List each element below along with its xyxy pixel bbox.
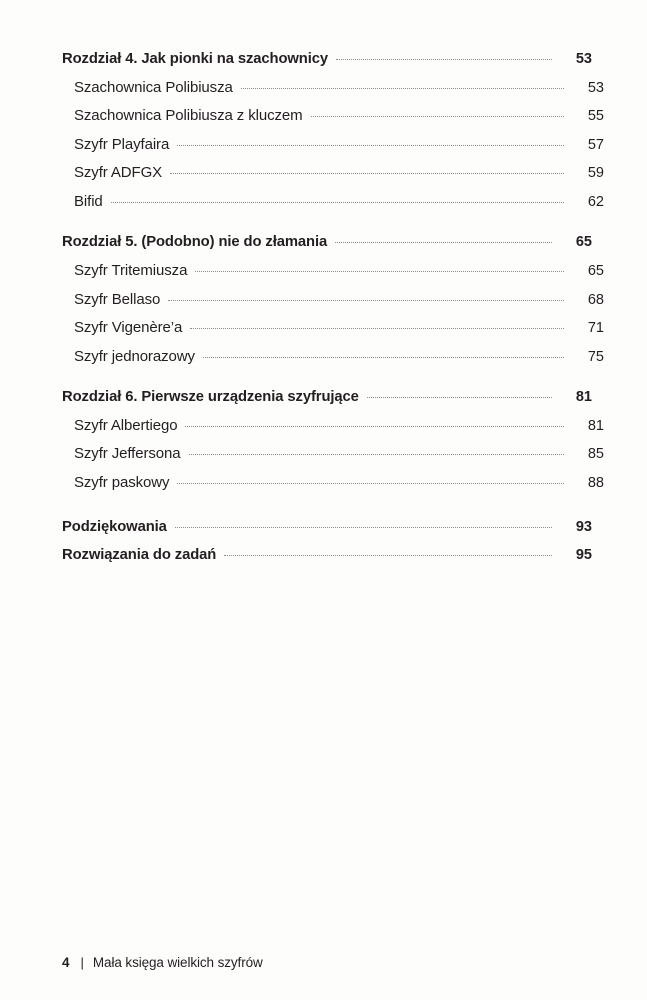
toc-entry-title: Szachownica Polibiusza — [74, 78, 233, 96]
toc-backmatter-title: Rozwiązania do zadań — [62, 547, 217, 564]
leader-dots — [311, 116, 564, 117]
toc-entry-row[interactable] — [62, 349, 604, 365]
toc-entry-title: Szyfr Playfaira — [74, 135, 170, 153]
toc-chapter-title: Rozdział 4. Jak pionki na szachownicy — [62, 51, 329, 67]
toc-entry-title: Szachownica Polibiusza z kluczem — [74, 107, 303, 125]
leader-dots — [168, 300, 564, 301]
toc-entry-title: Bifid — [74, 192, 103, 210]
toc-section — [62, 51, 604, 210]
toc-entry-page: 68 — [587, 291, 604, 308]
folio-number: 4 — [62, 955, 70, 970]
toc-entry-row[interactable] — [62, 165, 604, 181]
leader-dots — [189, 454, 564, 455]
toc-entry-row[interactable] — [62, 80, 604, 96]
toc-chapter-row[interactable] — [62, 235, 592, 250]
toc-entry-page: 53 — [587, 79, 604, 96]
toc-chapter-row[interactable] — [62, 52, 592, 67]
toc-entry-page: 55 — [587, 108, 604, 125]
toc-entry-title: Szyfr Albertiego — [74, 416, 178, 434]
toc-section — [62, 234, 604, 365]
toc-chapter-row[interactable] — [62, 390, 592, 405]
toc-entry-page: 75 — [587, 348, 604, 365]
toc-entry-title: Szyfr jednorazowy — [74, 347, 195, 365]
leader-dots — [185, 426, 564, 427]
leader-dots — [335, 242, 552, 243]
toc-entry-row[interactable] — [62, 446, 604, 462]
toc-entry-title: Szyfr Tritemiusza — [74, 262, 188, 280]
toc-entry-title: Szyfr paskowy — [74, 473, 170, 491]
leader-dots — [195, 271, 564, 272]
toc-entry-row[interactable] — [62, 418, 604, 434]
leader-dots — [177, 145, 564, 146]
toc-entry-page: 85 — [587, 446, 604, 463]
toc-entry-row[interactable] — [62, 263, 604, 279]
leader-dots — [170, 173, 564, 174]
footer-separator: | — [80, 955, 84, 970]
toc-entry-page: 81 — [587, 417, 604, 434]
toc-entry-page: 71 — [587, 320, 604, 337]
toc-entry-row[interactable] — [62, 194, 604, 210]
toc-chapter-page: 81 — [575, 389, 592, 406]
page-footer — [62, 955, 263, 970]
leader-dots — [224, 555, 552, 556]
toc-entry-page: 57 — [587, 136, 604, 153]
toc-entry-row[interactable] — [62, 292, 604, 308]
toc-entry-page: 62 — [587, 193, 604, 210]
toc-entry-row[interactable] — [62, 320, 604, 336]
leader-dots — [203, 357, 564, 358]
toc-section — [62, 389, 604, 491]
toc-chapter-title: Rozdział 6. Pierwsze urządzenia szyfrujące — [62, 389, 359, 406]
toc-entry-title: Szyfr ADFGX — [74, 164, 163, 182]
toc-backmatter-page: 93 — [575, 519, 592, 536]
toc-back-matter — [62, 520, 592, 563]
leader-dots — [241, 88, 564, 89]
toc-backmatter-page: 95 — [575, 547, 592, 564]
table-of-contents — [62, 51, 604, 576]
toc-entry-title: Szyfr Bellaso — [74, 290, 161, 308]
leader-dots — [111, 202, 564, 203]
leader-dots — [190, 328, 564, 329]
toc-entry-page: 59 — [587, 165, 604, 182]
toc-entry-page: 88 — [587, 474, 604, 491]
toc-chapter-page: 53 — [575, 51, 592, 67]
toc-entry-title: Szyfr Jeffersona — [74, 445, 181, 463]
toc-backmatter-title: Podziękowania — [62, 519, 167, 536]
toc-backmatter-row[interactable] — [62, 520, 592, 535]
leader-dots — [177, 483, 564, 484]
toc-entry-page: 65 — [587, 263, 604, 280]
toc-chapter-title: Rozdział 5. (Podobno) nie do złamania — [62, 234, 328, 251]
toc-backmatter-row[interactable] — [62, 548, 592, 563]
running-book-title: Mała księga wielkich szyfrów — [92, 955, 263, 970]
toc-entry-row[interactable] — [62, 475, 604, 491]
toc-chapter-page: 65 — [575, 234, 592, 251]
toc-entry-row[interactable] — [62, 137, 604, 153]
toc-entry-row[interactable] — [62, 108, 604, 124]
leader-dots — [175, 527, 552, 528]
toc-entry-title: Szyfr Vigenère’a — [74, 319, 183, 337]
leader-dots — [367, 397, 552, 398]
leader-dots — [336, 59, 552, 60]
